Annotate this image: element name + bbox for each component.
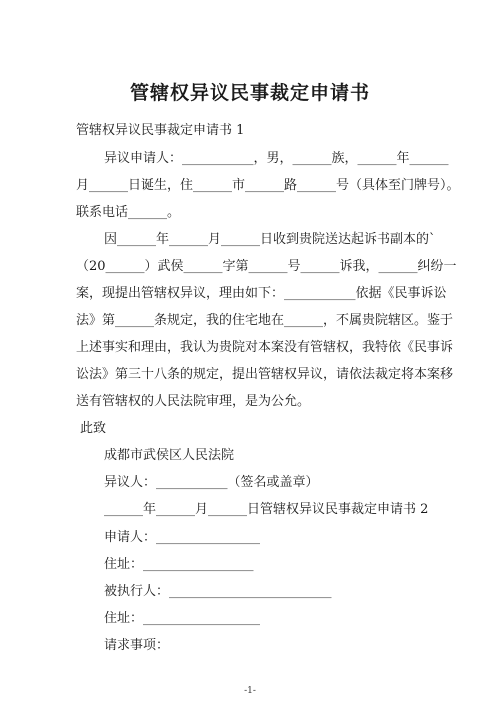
section-heading-1: 管辖权异议民事裁定申请书 1: [76, 123, 245, 138]
respondent-field: 被执行人：_________________________: [104, 584, 332, 599]
signature-line: 异议人：___________（签名或盖章）: [104, 475, 319, 490]
applicant-field: 申请人：________________: [104, 530, 261, 545]
court-name: 成都市武侯区人民法院: [104, 448, 235, 463]
paragraph-line: 因______年______月______日收到贵院送达起诉书副本的`: [104, 232, 436, 247]
paragraph-line: （20______）武侯______字第______号______诉我，______纠纷一: [76, 259, 457, 274]
paragraph-line: 讼法》第三十八条的规定，提出管辖权异议，请依法裁定将本案移: [76, 367, 454, 382]
paragraph-line: 上述事实和理由，我认为贵院对本案没有管辖权，我特依《民事诉: [76, 340, 454, 355]
paragraph-line: 法》第______条规定，我的住宅地在______，不属贵院辖区。鉴于: [76, 313, 454, 328]
address-field: 住址：_________________: [104, 557, 254, 572]
date-and-section-heading-2: ______年______月______日管辖权异议民事裁定申请书 2: [104, 502, 429, 517]
salutation: 此致: [80, 421, 107, 436]
paragraph-line: 送有管辖权的人民法院审理，是为公允。: [76, 394, 311, 409]
paragraph-line: 联系电话______。: [76, 205, 181, 220]
paragraph-line: 异议申请人：___________，男，______族，______年______: [104, 151, 449, 166]
paragraph-line: 月______日诞生，住______市______路______号（具体至门牌号）。: [76, 178, 460, 193]
paragraph-line: 案，现提出管辖权异议，理由如下：___________依据《民事诉讼: [76, 286, 447, 301]
address-field: 住址：__________________: [104, 611, 261, 626]
request-items-label: 请求事项：: [104, 638, 170, 653]
document-title: 管辖权异议民事裁定申请书: [129, 82, 370, 104]
page-number: -1-: [244, 686, 256, 696]
